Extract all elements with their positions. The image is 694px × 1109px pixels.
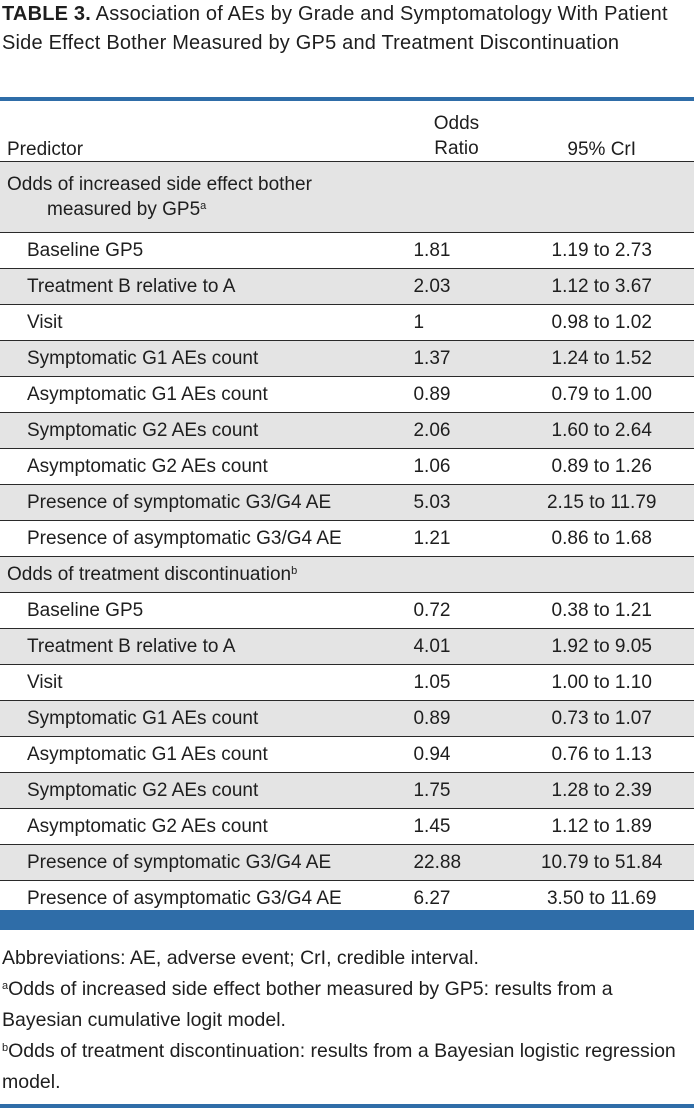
odds-ratio-cell: 6.27 [403, 881, 509, 917]
table-row [0, 449, 694, 485]
odds-ratio-cell: 1 [403, 305, 509, 341]
header-odds-ratio-line1: Odds [433, 113, 480, 134]
section-title-line2-wrap [7, 197, 403, 222]
table-row [0, 233, 694, 269]
ci-cell: 1.24 to 1.52 [509, 341, 694, 377]
predictor-cell: Asymptomatic G1 AEs count [0, 737, 403, 773]
section-title-line2: measured by GP5 [47, 199, 201, 220]
section-title [0, 162, 403, 233]
section-empty-ci [509, 557, 694, 593]
predictor-cell: Symptomatic G1 AEs count [0, 341, 403, 377]
table-row [0, 809, 694, 845]
footnote-a-text: Odds of increased side effect bother measured by GP5: results from a Bayesian cumulative logit model. [2, 978, 613, 1031]
odds-ratio-cell: 1.06 [403, 449, 509, 485]
table-title: Association of AEs by Grade and Symptomatology With Patient Side Effect Bother Measured by GP5 and Treatment Discontinuation [2, 3, 668, 54]
ci-cell: 1.12 to 3.67 [509, 269, 694, 305]
section-footnote-marker: b [291, 565, 298, 577]
odds-ratio-cell: 22.88 [403, 845, 509, 881]
header-odds-ratio-line2: Ratio [434, 138, 479, 159]
predictor-cell: Baseline GP5 [0, 233, 403, 269]
predictor-cell: Presence of symptomatic G3/G4 AE [0, 845, 403, 881]
ci-cell: 0.73 to 1.07 [509, 701, 694, 737]
odds-ratio-cell: 1.21 [403, 521, 509, 557]
table-row [0, 485, 694, 521]
odds-ratio-cell: 5.03 [403, 485, 509, 521]
predictor-cell: Visit [0, 305, 403, 341]
odds-ratio-cell: 0.89 [403, 701, 509, 737]
ci-cell: 0.86 to 1.68 [509, 521, 694, 557]
table-label: TABLE 3. [2, 3, 92, 25]
header-row [0, 101, 694, 162]
header-predictor: Predictor [0, 101, 403, 162]
ci-cell: 3.50 to 11.69 [509, 881, 694, 917]
table-row [0, 377, 694, 413]
footnote-abbreviations: Abbreviations: AE, adverse event; CrI, credible interval. [2, 947, 479, 969]
section-header-row [0, 162, 694, 233]
footnote-a [2, 974, 694, 1036]
section-empty-or [403, 557, 509, 593]
predictor-cell: Asymptomatic G1 AEs count [0, 377, 403, 413]
predictor-cell: Asymptomatic G2 AEs count [0, 809, 403, 845]
ci-cell: 1.60 to 2.64 [509, 413, 694, 449]
footnote-b [2, 1036, 694, 1098]
table-row [0, 701, 694, 737]
ci-cell: 2.15 to 11.79 [509, 485, 694, 521]
table-row [0, 413, 694, 449]
section-header-row [0, 557, 694, 593]
table-row [0, 269, 694, 305]
footnote-b-text: Odds of treatment discontinuation: results from a Bayesian logistic regression model. [2, 1040, 676, 1093]
predictor-cell: Visit [0, 665, 403, 701]
section-title-line1: Odds of treatment discontinuation [7, 564, 292, 585]
section-title-line1: Odds of increased side effect bother [7, 174, 312, 195]
predictor-cell: Treatment B relative to A [0, 629, 403, 665]
section-title [0, 557, 403, 593]
ci-cell: 0.98 to 1.02 [509, 305, 694, 341]
predictor-cell: Symptomatic G2 AEs count [0, 773, 403, 809]
section-footnote-marker: a [200, 200, 207, 212]
ci-cell: 0.89 to 1.26 [509, 449, 694, 485]
section-empty-ci [509, 162, 694, 233]
header-ci: 95% CrI [509, 101, 694, 162]
footnote-b-marker: b [2, 1042, 9, 1054]
odds-ratio-cell: 1.05 [403, 665, 509, 701]
table-row [0, 341, 694, 377]
footnote-a-marker: a [2, 980, 9, 992]
predictor-cell: Presence of symptomatic G3/G4 AE [0, 485, 403, 521]
odds-ratio-cell: 1.45 [403, 809, 509, 845]
predictor-cell: Presence of asymptomatic G3/G4 AE [0, 881, 403, 917]
table-row [0, 629, 694, 665]
table-row [0, 737, 694, 773]
predictor-cell: Symptomatic G1 AEs count [0, 701, 403, 737]
odds-ratio-cell: 2.06 [403, 413, 509, 449]
ci-cell: 1.00 to 1.10 [509, 665, 694, 701]
footnotes [2, 943, 694, 1098]
table-row [0, 593, 694, 629]
section-empty-or [403, 162, 509, 233]
ci-cell: 1.92 to 9.05 [509, 629, 694, 665]
ci-cell: 0.38 to 1.21 [509, 593, 694, 629]
ci-cell: 1.12 to 1.89 [509, 809, 694, 845]
predictor-cell: Treatment B relative to A [0, 269, 403, 305]
ci-cell: 10.79 to 51.84 [509, 845, 694, 881]
ci-cell: 0.76 to 1.13 [509, 737, 694, 773]
table-row [0, 845, 694, 881]
table-row [0, 773, 694, 809]
odds-ratio-cell: 0.89 [403, 377, 509, 413]
ci-cell: 1.28 to 2.39 [509, 773, 694, 809]
results-table [0, 101, 694, 917]
ci-cell: 0.79 to 1.00 [509, 377, 694, 413]
bottom-rule [0, 1104, 694, 1108]
predictor-cell: Presence of asymptomatic G3/G4 AE [0, 521, 403, 557]
table-caption [2, 0, 692, 58]
table-row [0, 305, 694, 341]
predictor-cell: Symptomatic G2 AEs count [0, 413, 403, 449]
odds-ratio-cell: 1.37 [403, 341, 509, 377]
table-bottom-band [0, 910, 694, 930]
table-row [0, 665, 694, 701]
table-row [0, 521, 694, 557]
odds-ratio-cell: 4.01 [403, 629, 509, 665]
header-odds-ratio [403, 101, 509, 162]
predictor-cell: Baseline GP5 [0, 593, 403, 629]
predictor-cell: Asymptomatic G2 AEs count [0, 449, 403, 485]
ci-cell: 1.19 to 2.73 [509, 233, 694, 269]
odds-ratio-cell: 1.75 [403, 773, 509, 809]
odds-ratio-cell: 1.81 [403, 233, 509, 269]
odds-ratio-cell: 2.03 [403, 269, 509, 305]
odds-ratio-cell: 0.72 [403, 593, 509, 629]
odds-ratio-cell: 0.94 [403, 737, 509, 773]
